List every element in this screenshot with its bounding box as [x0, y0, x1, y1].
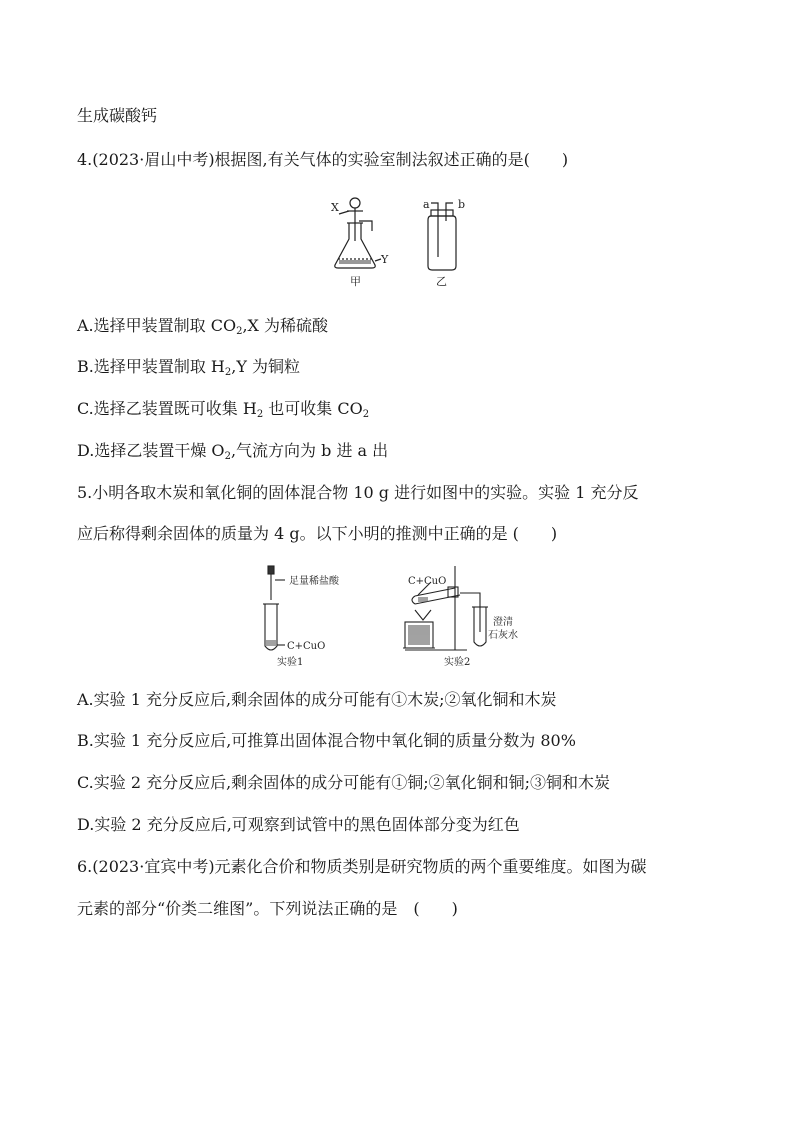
question-5-option-d: D.实验 2 充分反应后,可观察到试管中的黑色固体部分变为红色 [77, 815, 520, 834]
question-5-stem-line2: 应后称得剩余固体的质量为 4 g。以下小明的推测中正确的是 ( ) [77, 524, 558, 543]
caption-jia: 甲 [350, 275, 361, 288]
question-5-stem-line1: 5.小明各取木炭和氧化铜的固体混合物 10 g 进行如图中的实验。实验 1 充分反 [77, 483, 639, 502]
question-4-option-b: B.选择甲装置制取 $H_2,Y$ 为铜粒 [77, 357, 301, 378]
question-6-stem-line1: 6.(2023·宜宾中考)元素化合价和物质类别是研究物质的两个重要维度。如图为碳 [77, 857, 647, 876]
label-x: X [331, 201, 339, 214]
label-b: b [458, 198, 466, 211]
caption-yi: 乙 [436, 275, 447, 288]
question-4-option-d: D.选择乙装置干燥 $O_2$,气流方向为 b 进 a 出 [77, 441, 389, 462]
label-y: Y [381, 253, 389, 266]
question-4-stem: 4.(2023·眉山中考)根据图,有关气体的实验室制法叙述正确的是( ) [77, 150, 569, 169]
question-4-option-c: C.选择乙装置既可收集 $H_2$ 也可收集 $CO_2$ [77, 399, 370, 420]
question-5-option-c: C.实验 2 充分反应后,剩余固体的成分可能有①铜;②氧化铜和铜;③铜和木炭 [77, 773, 610, 792]
question-5-option-a: A.实验 1 充分反应后,剩余固体的成分可能有①木炭;②氧化铜和木炭 [77, 690, 557, 709]
caption-experiment-1: 实验1 [277, 657, 304, 668]
test-tube-2 [412, 596, 415, 604]
question-6-stem-line2: 元素的部分“价类二维图”。下列说法正确的是 ( ) [77, 899, 458, 918]
label-c-cuo-2: C+CuO [408, 576, 447, 587]
caption-experiment-2: 实验2 [444, 657, 471, 668]
question-4-option-a: A.选择甲装置制取 $CO_2,X$ 为稀硫酸 [77, 316, 329, 337]
question-5-option-b: B.实验 1 充分反应后,可推算出固体混合物中氧化铜的质量分数为 80% [77, 731, 576, 750]
text-line-carry-over: 生成碳酸钙 [77, 106, 158, 125]
label-c-cuo-1: C+CuO [287, 641, 326, 652]
label-a: a [423, 198, 430, 211]
label-limewater-1: 澄清 [493, 617, 513, 628]
dropper-bulb [268, 566, 274, 574]
label-limewater-2: 石灰水 [488, 630, 518, 641]
funnel-bulb [350, 198, 360, 208]
gas-bottle [428, 216, 456, 270]
label-acid: 足量稀盐酸 [289, 576, 339, 587]
figure-experiments [255, 562, 518, 672]
figure-gas-apparatus [325, 195, 475, 290]
